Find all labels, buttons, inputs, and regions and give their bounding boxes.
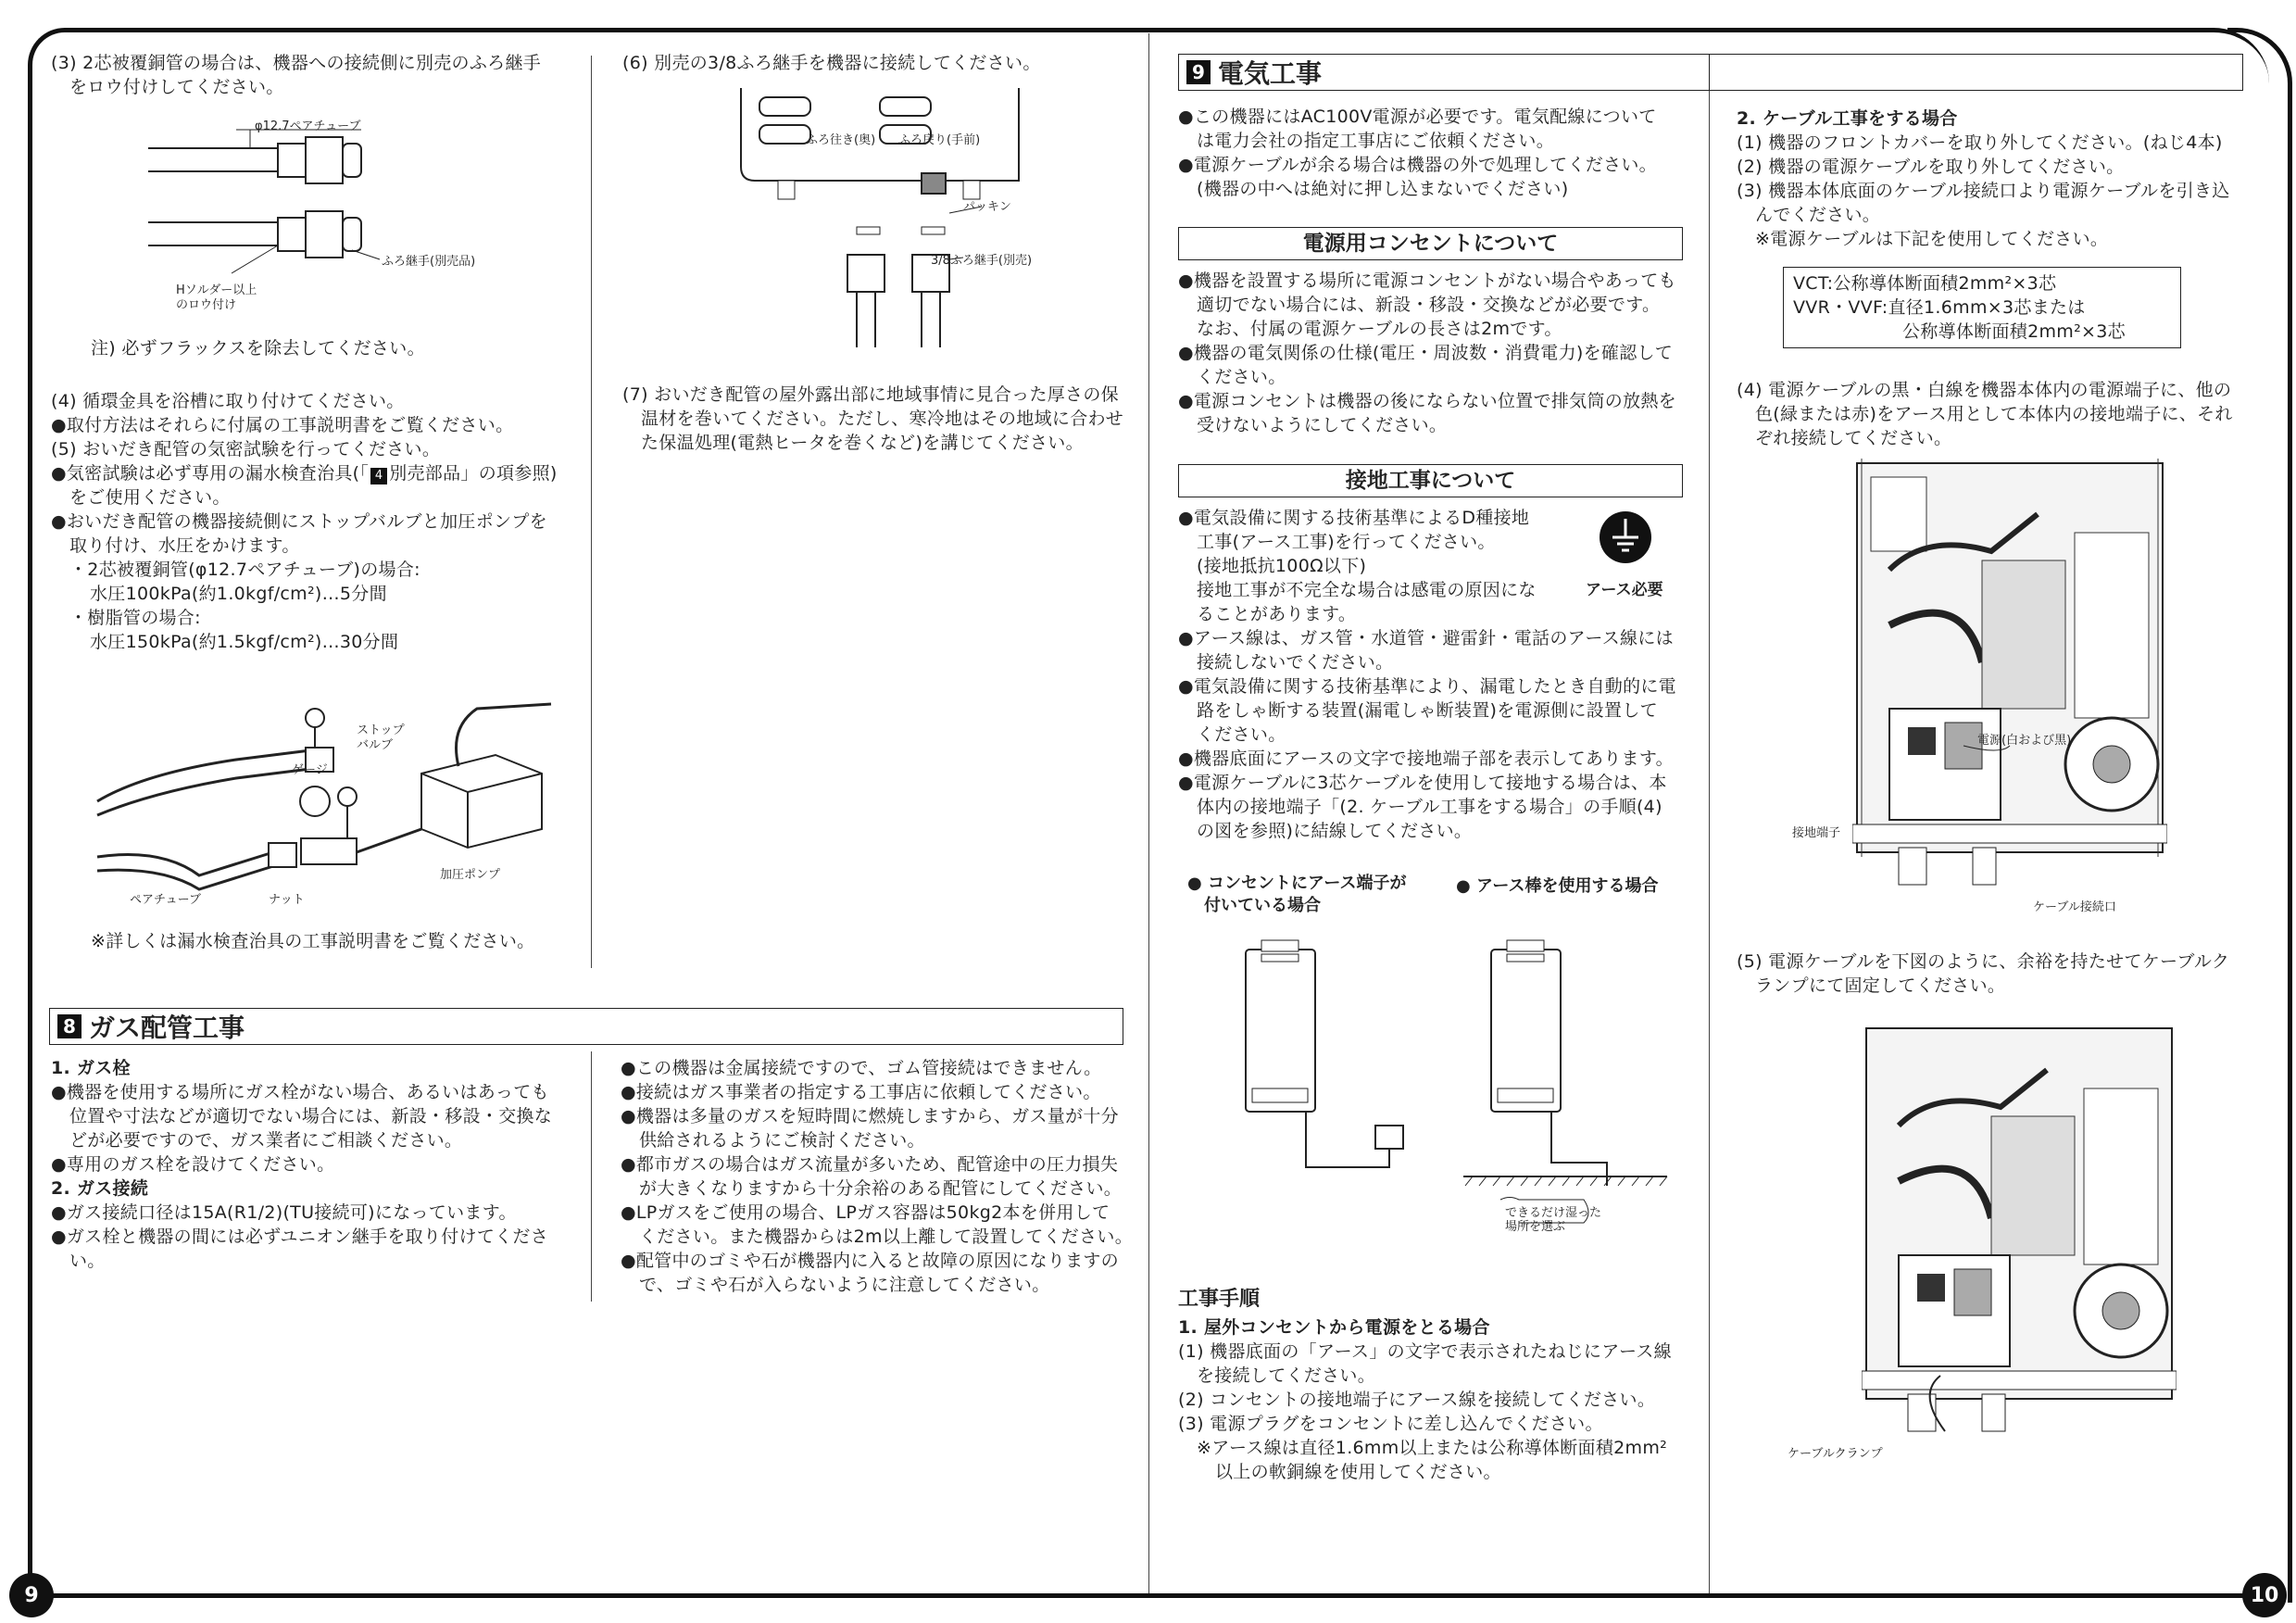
proc-p7: 以上の軟銅線を使用してください。: [1215, 1462, 1501, 1482]
col1-l5b-b: 別売部品」の項参照): [389, 463, 558, 484]
sec9-g8: ●電気設備に関する技術基準により、漏電したとき自動的に電: [1178, 676, 1676, 697]
col1-l5g: 水圧100kPa(約1.0kgf/cm²)…5分間: [90, 584, 387, 604]
section-9-header: [1178, 54, 2243, 91]
sec8-a2: 位置や寸法などが適切でない場合には、新設・移設・交換な: [69, 1106, 553, 1126]
label-bath-out: ふろ往き(奥): [806, 133, 876, 147]
sec8-b3: い。: [69, 1251, 106, 1271]
sec8-c6: が大きくなりますから十分余裕のある配管にしてください。: [639, 1178, 1123, 1199]
col4-s7: 色(緑または赤)をアース用として本体内の接地端子に、それ: [1755, 404, 2233, 424]
label-valve: バルブ: [357, 738, 394, 752]
proc-p1: 1. 屋外コンセントから電源をとる場合: [1178, 1317, 1490, 1338]
col4-s10: ランプにて固定してください。: [1755, 975, 2006, 996]
divider-center: [1148, 33, 1149, 1593]
sec9-g6: ●アース線は、ガス管・水道管・避雷針・電話のアース線には: [1178, 628, 1674, 648]
sec9-g12: ●電源ケーブルに3芯ケーブルを使用して接地する場合は、本: [1178, 773, 1667, 793]
col4-s6: (4) 電源ケーブルの黒・白線を機器本体内の電源端子に、他の: [1737, 380, 2232, 400]
section-8-header: [49, 1008, 1123, 1045]
sec8-b1: ●ガス接続口径は15A(R1/2)(TU接続可)になっています。: [51, 1202, 517, 1223]
box-outlet-header: 電源用コンセントについて: [1178, 227, 1683, 260]
col1-l5d: ●おいだき配管の機器接続側にストップバルブと加圧ポンプを: [51, 511, 547, 532]
sec9-o6: ●電源コンセントは機器の後にならない位置で排気筒の放熱を: [1178, 391, 1676, 411]
label-solder-2: のロウ付け: [176, 298, 237, 312]
sec9-o7: 受けないようにしてください。: [1197, 415, 1448, 435]
cable-spec-box: [1783, 267, 2181, 348]
label-packing: パッキン: [963, 200, 1011, 214]
col1-l5h: ・樹脂管の場合:: [69, 608, 201, 628]
sec8-c9: ●配管中のゴミや石が機器内に入ると故障の原因になりますの: [621, 1251, 1119, 1271]
label-power-terminal: 電源(白および黒): [1977, 734, 2072, 748]
ref-number-badge: 4: [370, 468, 387, 484]
fig-rod-caption: ● アース棒を使用する場合: [1456, 876, 1659, 896]
internal-wiring-figure-2: [1862, 1024, 2177, 1450]
sec9-g11: ●機器底面にアースの文字で接地端子部を表示してあります。: [1178, 749, 1674, 769]
sec9-i2: は電力会社の指定工事店にご依頼ください。: [1197, 131, 1555, 151]
col2-l7c: た保温処理(電熱ヒータを巻くなど)を講じてください。: [641, 433, 1084, 453]
label-nut: ナット: [269, 893, 305, 907]
col4-cable: [1737, 107, 2255, 251]
leak-note: ※詳しくは漏水検査治具の工事説明書をご覧ください。: [91, 931, 535, 951]
label-stop: ストップ: [357, 723, 405, 737]
sec8-c3: ●機器は多量のガスを短時間に燃焼しますから、ガス量が十分: [621, 1106, 1119, 1126]
label-pair: ペアチューブ: [130, 893, 201, 907]
ground-symbol-icon: [1598, 510, 1653, 565]
col4-step5: [1737, 950, 2255, 998]
col2-l7: [622, 383, 1141, 455]
sec9-g14: の図を参照)に結線してください。: [1197, 821, 1473, 841]
spec-3: 公称導体断面積2mm²×3芯: [1902, 321, 2126, 342]
proc-p4: (2) コンセントの接地端子にアース線を接続してください。: [1178, 1390, 1656, 1410]
earth-required-label: アース必要: [1586, 581, 1663, 599]
sec8-c8: ください。また機器からは2m以上離して設置してください。: [639, 1227, 1133, 1247]
sec9-g9: 路をしゃ断する装置(漏電しゃ断装置)を電源側に設置して: [1197, 700, 1658, 721]
fig-outlet-caption: [1187, 873, 1407, 917]
col4-step4: [1737, 378, 2255, 450]
col2-l7b: 温材を巻いてください。ただし、寒冷地はその地域に合わせ: [641, 409, 1124, 429]
col1-l5b-a: ●気密試験は必ず専用の漏水検査治具(「: [51, 463, 370, 484]
spec-2: VVR・VVF:直径1.6mm×3芯または: [1793, 297, 2086, 318]
label-wet-place-1: できるだけ湿った: [1505, 1206, 1602, 1220]
sec8-c4: 供給されるようにご検討ください。: [639, 1130, 925, 1151]
bottom-rule: [46, 1593, 2250, 1598]
sec9-g3: (接地抵抗100Ω以下): [1197, 556, 1367, 576]
divider-3: [1709, 56, 1710, 1593]
sec9-o5: ください。: [1197, 367, 1286, 387]
proc-p6: ※アース線は直径1.6mm以上または公称導体断面積2mm²: [1197, 1438, 1668, 1458]
col1-l5i: 水圧150kPa(約1.5kgf/cm²)…30分間: [90, 632, 399, 652]
sec8-a4: ●専用のガス栓を設けてください。: [51, 1154, 335, 1175]
sec9-g10: ください。: [1197, 724, 1286, 745]
sec9-g4: 接地工事が不完全な場合は感電の原因にな: [1197, 580, 1537, 600]
sec9-ground-a: [1178, 506, 1567, 626]
sec8-c7: ●LPガスをご使用の場合、LPガス容器は50kg2本を併用して: [621, 1202, 1110, 1223]
sec8-h1: 1. ガス栓: [51, 1058, 131, 1078]
label-cable-port: ケーブル接続口: [2033, 900, 2116, 914]
col1-l4b: ●取付方法はそれらに付属の工事説明書をご覧ください。: [51, 415, 514, 435]
col1-steps: [51, 389, 588, 654]
sec8-a1: ●機器を使用する場所にガス栓がない場合、あるいはあっても: [51, 1082, 549, 1102]
sec8-a3: どが必要ですので、ガス業者にご相談ください。: [69, 1130, 463, 1151]
sec9-i1: ●この機器にはAC100V電源が必要です。電気配線について: [1178, 107, 1657, 127]
page-number-left: 9: [9, 1573, 54, 1617]
proc-p2: (1) 機器底面の「アース」の文字で表示されたねじにアース線: [1178, 1341, 1672, 1362]
label-pump: 加圧ポンプ: [440, 868, 501, 882]
procedure-heading: 工事手順: [1178, 1288, 1261, 1311]
sec9-o4: ●機器の電気関係の仕様(電圧・周波数・消費電力)を確認して: [1178, 343, 1674, 363]
sec9-i4: (機器の中へは絶対に押し込まないでください): [1197, 179, 1569, 199]
fig-outlet-caption-1: ● コンセントにアース端子が: [1187, 874, 1407, 893]
proc-p5: (3) 電源プラグをコンセントに差し込んでください。: [1178, 1414, 1603, 1434]
col4-s3: (3) 機器本体底面のケーブル接続口より電源ケーブルを引き込: [1737, 181, 2230, 201]
label-bath-joint: ふろ継手(別売品): [382, 255, 476, 269]
label-bath-return: ふろ戻り(手前): [898, 133, 981, 147]
sec8-c1: ●この機器は金属接続ですので、ゴム管接続はできません。: [621, 1058, 1102, 1078]
sec8-c10: で、ゴミや石が入らないように注意してください。: [639, 1275, 1050, 1295]
col1-l5e: 取り付け、水圧をかけます。: [69, 535, 300, 556]
sec9-g2: 工事(アース工事)を行ってください。: [1197, 532, 1496, 552]
col1-l5f: ・2芯被覆銅管(φ12.7ペアチューブ)の場合:: [69, 560, 420, 580]
sec9-g1: ●電気設備に関する技術基準によるD種接地: [1178, 508, 1530, 528]
sec8-c2: ●接続はガス事業者の指定する工事店に依頼してください。: [621, 1082, 1101, 1102]
spec-1: VCT:公称導体断面積2mm²×3芯: [1793, 273, 2057, 294]
col4-s4: んでください。: [1755, 205, 1881, 225]
label-ground-terminal: 接地端子: [1792, 826, 1841, 840]
box-ground-header: 接地工事について: [1178, 464, 1683, 497]
divider-1: [591, 56, 592, 968]
col4-s8: ぞれ接続してください。: [1755, 428, 1952, 448]
section-9-title: 電気工事: [1218, 58, 1323, 89]
sec9-intro: [1178, 105, 1697, 201]
divider-sec8: [591, 1051, 592, 1302]
col2-l7a: (7) おいだき配管の屋外露出部に地域事情に見合った厚さの保: [622, 384, 1119, 405]
proc-p3: を接続してください。: [1197, 1365, 1376, 1386]
col4-s9: (5) 電源ケーブルを下図のように、余裕を持たせてケーブルク: [1737, 951, 2230, 972]
sec9-o3: なお、付属の電源ケーブルの長さは2mです。: [1197, 319, 1562, 339]
internal-wiring-figure-1: [1852, 459, 2167, 894]
section-8-title: ガス配管工事: [89, 1013, 245, 1043]
page-frame-right: [2227, 28, 2292, 1603]
sec9-i3: ●電源ケーブルが余る場合は機器の外で処理してください。: [1178, 155, 1657, 175]
label-solder-1: Hソルダー以上: [176, 283, 257, 297]
sec8-h2: 2. ガス接続: [51, 1178, 149, 1199]
sec8-c5: ●都市ガスの場合はガス流量が多いため、配管途中の圧力損失: [621, 1154, 1119, 1175]
section-8-number: 8: [57, 1014, 82, 1038]
flux-note: 注) 必ずフラックスを除去してください。: [91, 338, 425, 359]
sec9-ground-b: [1178, 626, 1697, 843]
bath-joint-figure: [732, 88, 1037, 352]
label-gauge: ゲージ: [292, 763, 328, 777]
label-38-joint: 3/8ふろ継手(別売): [931, 254, 1033, 268]
procedure-steps: [1178, 1315, 1697, 1484]
col1-l4: (4) 循環金具を浴槽に取り付けてください。: [51, 391, 405, 411]
col4-s1: (1) 機器のフロントカバーを取り外してください。(ねじ4本): [1737, 132, 2223, 153]
sec9-outlet: [1178, 269, 1697, 437]
sec8-right: [621, 1056, 1139, 1297]
sec9-g7: 接続しないでください。: [1197, 652, 1394, 673]
sec9-o2: 適切でない場合には、新設・移設・交換などが必要です。: [1197, 295, 1661, 315]
sec9-g13: 体内の接地端子「(2. ケーブル工事をする場合」の手順(4): [1197, 797, 1662, 817]
sec9-o1: ●機器を設置する場所に電源コンセントがない場合やあっても: [1178, 270, 1676, 291]
label-wet-place-2: 場所を選ぶ: [1505, 1220, 1566, 1234]
col1-l2: をロウ付けしてください。: [69, 77, 284, 97]
col4-s2: (2) 機器の電源ケーブルを取り外してください。: [1737, 157, 2125, 177]
col1-text-top: [51, 51, 579, 99]
section-9-number: 9: [1186, 60, 1211, 84]
sec9-g5: ることがあります。: [1197, 604, 1357, 624]
col4-s5: ※電源ケーブルは下記を使用してください。: [1755, 229, 2109, 249]
label-pair-tube: φ12.7ペアチューブ: [255, 120, 361, 133]
col1-l5b: [51, 461, 588, 485]
page-number-right: 10: [2242, 1573, 2287, 1617]
label-cable-clamp: ケーブルクランプ: [1788, 1447, 1883, 1461]
header-split: [1709, 54, 1710, 91]
sec8-b2: ●ガス栓と機器の間には必ずユニオン継手を取り付けてくださ: [51, 1227, 549, 1247]
grounding-figures: [1241, 936, 1676, 1232]
sec8-left: [51, 1056, 583, 1273]
col4-h: 2. ケーブル工事をする場合: [1737, 108, 1958, 129]
col1-l1: (3) 2芯被覆銅管の場合は、機器への接続側に別売のふろ継手: [51, 53, 542, 73]
col2-l6: (6) 別売の3/8ふろ継手を機器に接続してください。: [622, 53, 1041, 73]
fig-outlet-caption-2: 付いている場合: [1204, 896, 1321, 915]
col1-l5: (5) おいだき配管の気密試験を行ってください。: [51, 439, 441, 459]
col1-l5c: をご使用ください。: [69, 487, 231, 508]
